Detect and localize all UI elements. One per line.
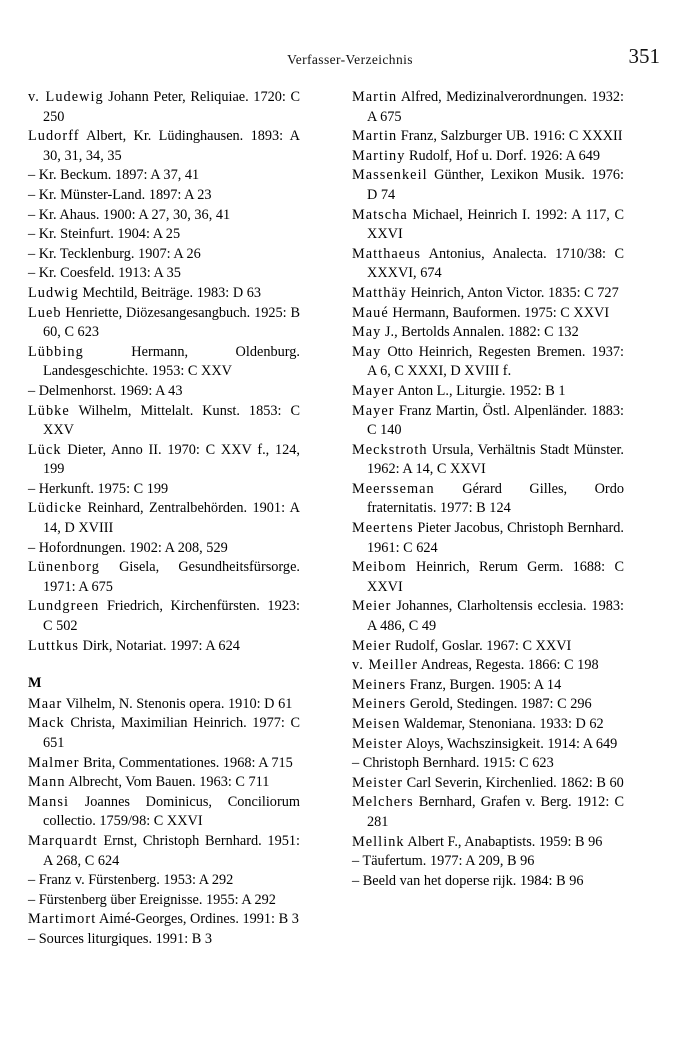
index-entry [352,695,624,715]
entry-text: Dirk, Notariat. 1997: A 624 [79,637,240,654]
entry-surname: Meckstroth [352,441,428,458]
entry-surname: Mack [28,715,65,732]
index-entry [352,245,624,284]
index-entry [352,519,624,558]
index-subentry [28,382,300,402]
index-column-left [28,88,300,950]
entry-surname: Mellink [352,833,405,850]
entry-text: Andreas, Regesta. 1866: C 198 [417,657,599,674]
entry-text: – Kr. Beckum. 1897: A 37, 41 [28,167,200,184]
entry-surname: v. Ludewig [28,89,104,105]
entry-text: – Kr. Coesfeld. 1913: A 35 [28,265,181,282]
index-subentry [28,166,300,186]
entry-text: Franz, Salzburger UB. 1916: C XXXII [397,128,623,145]
running-head-title: Verfasser-Verzeichnis [287,52,413,67]
entry-surname: Meiners [352,676,407,693]
index-entry [28,343,300,382]
entry-text: Friedrich, Kirchenfürsten. 1923: C 502 [43,598,300,635]
entry-surname: Melchers [352,794,414,811]
entry-surname: Meersseman [352,480,435,497]
entry-text: Johann Peter, Reliquiae. 1720: C 250 [43,89,300,125]
entry-text: Heinrich, Anton Victor. 1835: C 727 [407,284,619,301]
entry-text: Franz, Burgen. 1905: A 14 [406,676,562,693]
entry-text: Johannes, Clarholtensis ecclesia. 1983: A 486, C 49 [367,598,624,635]
index-entry [352,637,624,657]
entry-surname: Massenkeil [352,167,428,184]
index-subentry [352,852,624,872]
entry-text: Vilhelm, N. Stenonis opera. 1910: D 61 [62,695,293,712]
entry-text: Waldemar, Stenoniana. 1933: D 62 [400,716,604,732]
entry-surname: v. Meiller [352,657,418,674]
index-entry [352,343,624,382]
entry-surname: Marquardt [28,832,98,849]
entry-surname: Lueb [28,304,62,321]
entry-surname: Martimort [28,911,97,928]
index-entry [352,88,624,127]
entry-surname: Lundgreen [28,598,100,615]
entry-text: Anton L., Liturgie. 1952: B 1 [394,382,566,399]
entry-surname: Meier [352,598,392,615]
index-entry [352,402,624,441]
index-entry [352,558,624,597]
entry-text: Dieter, Anno II. 1970: C XXV f., 124, 199 [43,441,300,478]
entry-text: Günther, Lexikon Musik. 1976: D 74 [367,167,624,203]
index-entry [28,637,300,657]
index-subentry [28,245,300,265]
running-head [0,52,700,68]
entry-text: – Hofordnungen. 1902: A 208, 529 [28,539,228,556]
entry-text: Reinhard, Zentralbehörden. 1901: A 14, D XVIII [43,500,300,537]
entry-text: Ernst, Christoph Bernhard. 1951: A 268, C 624 [43,832,300,869]
entry-text: – Delmenhorst. 1969: A 43 [28,382,183,399]
entry-text: – Beeld van het doperse rijk. 1984: B 96 [352,872,584,889]
index-subentry [352,754,624,774]
entry-text: Rudolf, Hof u. Dorf. 1926: A 649 [405,147,601,164]
index-subentry [28,891,300,911]
entry-surname: Meisen [352,716,401,732]
entry-surname: Mayer [352,382,395,399]
section-letter-heading: M [28,675,42,692]
index-entry [352,597,624,636]
entry-text: – Kr. Münster-Land. 1897: A 23 [28,186,212,203]
entry-text: Heinrich, Rerum Germ. 1688: C XXVI [367,559,624,595]
index-entry [352,735,624,755]
entry-surname: Maué [352,304,389,321]
entry-surname: Meiners [352,696,407,713]
entry-text: Albert F., Anabaptists. 1959: B 96 [404,833,603,850]
index-entry [352,304,624,324]
entry-text: – Christoph Bernhard. 1915: C 623 [352,755,554,772]
entry-surname: Ludwig [28,284,79,301]
index-subentry [28,186,300,206]
entry-text: – Kr. Ahaus. 1900: A 27, 30, 36, 41 [28,206,231,223]
entry-surname: Malmer [28,754,80,771]
index-entry [28,402,300,441]
entry-surname: Meertens [352,520,414,537]
entry-text: – Fürstenberg über Ereignisse. 1955: A 292 [28,891,276,908]
entry-surname: Matthäy [352,284,407,301]
index-entry [28,773,300,793]
entry-text: Gerold, Stedingen. 1987: C 296 [406,696,592,713]
index-subentry [28,225,300,245]
entry-text: – Franz v. Fürstenberg. 1953: A 292 [28,872,234,889]
index-entry [28,714,300,753]
entry-text: Christa, Maximilian Heinrich. 1977: C 651 [43,715,300,751]
entry-text: Aimé-Georges, Ordines. 1991: B 3 [96,911,299,928]
index-entry [352,284,624,304]
entry-text: Wilhelm, Mittelalt. Kunst. 1853: C XXV [43,402,300,439]
entry-text: Pieter Jacobus, Christoph Bernhard. 1961: C 624 [367,520,624,556]
index-entry [28,754,300,774]
entry-surname: Mansi [28,793,69,810]
index-entry [28,284,300,304]
entry-surname: Lüdicke [28,500,83,517]
entry-text: J., Bertolds Annalen. 1882: C 132 [381,324,579,341]
index-subentry [352,872,624,892]
index-entry [28,910,300,930]
index-entry [352,715,624,735]
entry-surname: Meister [352,735,404,752]
entry-text: Gérard Gilles, Ordo fraternitatis. 1977: B 124 [367,480,624,517]
entry-surname: Ludorff [28,128,80,145]
entry-surname: Mayer [352,402,395,419]
index-entry [28,499,300,538]
index-entry [28,832,300,871]
entry-surname: Mann [28,774,66,791]
index-entry [352,323,624,343]
index-entry [352,441,624,480]
index-entry [352,833,624,853]
entry-text: Albrecht, Vom Bauen. 1963: C 711 [65,774,270,791]
entry-text: Gisela, Gesundheitsfürsorge. 1971: A 675 [43,559,300,595]
index-subentry [28,871,300,891]
entry-text: Alfred, Medizinalverordnungen. 1932: A 675 [367,89,624,125]
index-subentry [28,539,300,559]
index-subentry [28,206,300,226]
index-entry [352,774,624,794]
entry-surname: May [352,324,382,341]
entry-surname: Meier [352,637,392,654]
index-column-right [352,88,624,950]
index-entry [28,304,300,343]
entry-surname: Martiny [352,147,406,164]
entry-surname: Maar [28,695,63,712]
index-entry [352,166,624,205]
entry-text: Mechtild, Beiträge. 1983: D 63 [78,284,262,301]
entry-surname: Luttkus [28,637,80,654]
entry-text: – Sources liturgiques. 1991: B 3 [28,930,213,947]
entry-text: Carl Severin, Kirchenlied. 1862: B 60 [403,774,624,791]
entry-text: Franz Martin, Östl. Alpenländer. 1883: C 140 [367,402,624,439]
entry-text: Bernhard, Grafen v. Berg. 1912: C 281 [367,794,624,830]
entry-text: Henriette, Diözesangesangbuch. 1925: B 60, C 623 [43,304,300,341]
entry-text: – Kr. Steinfurt. 1904: A 25 [28,226,181,243]
entry-surname: Lünenborg [28,559,100,576]
index-subentry [28,264,300,284]
index-entry [352,480,624,519]
index-entry [28,127,300,166]
entry-text: – Täufertum. 1977: A 209, B 96 [352,853,535,870]
index-entry [28,558,300,597]
entry-text: Joannes Dominicus, Conciliorum collectio. 1759/98: C XXVI [43,793,300,830]
entry-text: – Herkunft. 1975: C 199 [28,480,169,497]
index-entry [352,127,624,147]
index-subentry [28,930,300,950]
entry-text: Albert, Kr. Lüdinghausen. 1893: A 30, 31, 34, 35 [43,128,300,164]
entry-text: Aloys, Wachszinsigkeit. 1914: A 649 [403,735,618,752]
index-entry [352,382,624,402]
entry-surname: Meister [352,774,404,791]
entry-surname: Martin [352,128,398,145]
entry-text: Hermann, Oldenburg. Landesgeschichte. 1953: C XXV [43,343,300,380]
entry-surname: Lübbing [28,343,84,360]
entry-surname: Matscha [352,206,408,223]
index-entry [28,88,300,127]
entry-text: Antonius, Analecta. 1710/38: C XXXVI, 674 [367,245,624,282]
index-entry [352,793,624,832]
entry-text: Michael, Heinrich I. 1992: A 117, C XXVI [367,206,624,243]
entry-surname: May [352,343,382,360]
index-entry [352,147,624,167]
index-subentry [28,480,300,500]
entry-text: Rudolf, Goslar. 1967: C XXVI [391,637,572,654]
index-entry [28,695,300,715]
entry-text: Brita, Commentationes. 1968: A 715 [79,754,293,771]
entry-text: Ursula, Verhältnis Stadt Münster. 1962: A 14, C XXVI [367,441,624,478]
index-columns [28,88,672,950]
index-entry [28,597,300,636]
index-entry [28,441,300,480]
page-number: 351 [628,44,660,68]
entry-surname: Martin [352,89,398,105]
entry-surname: Matthaeus [352,245,422,262]
entry-text: Otto Heinrich, Regesten Bremen. 1937: A 6, C XXXI, D XVIII f. [367,343,624,380]
index-entry [352,676,624,696]
index-entry [352,656,624,676]
index-entry [28,793,300,832]
index-entry [352,206,624,245]
entry-surname: Meibom [352,559,407,576]
entry-text: Hermann, Bauformen. 1975: C XXVI [388,304,610,321]
entry-surname: Lück [28,441,62,458]
entry-text: – Kr. Tecklenburg. 1907: A 26 [28,245,201,262]
entry-surname: Lübke [28,402,70,419]
